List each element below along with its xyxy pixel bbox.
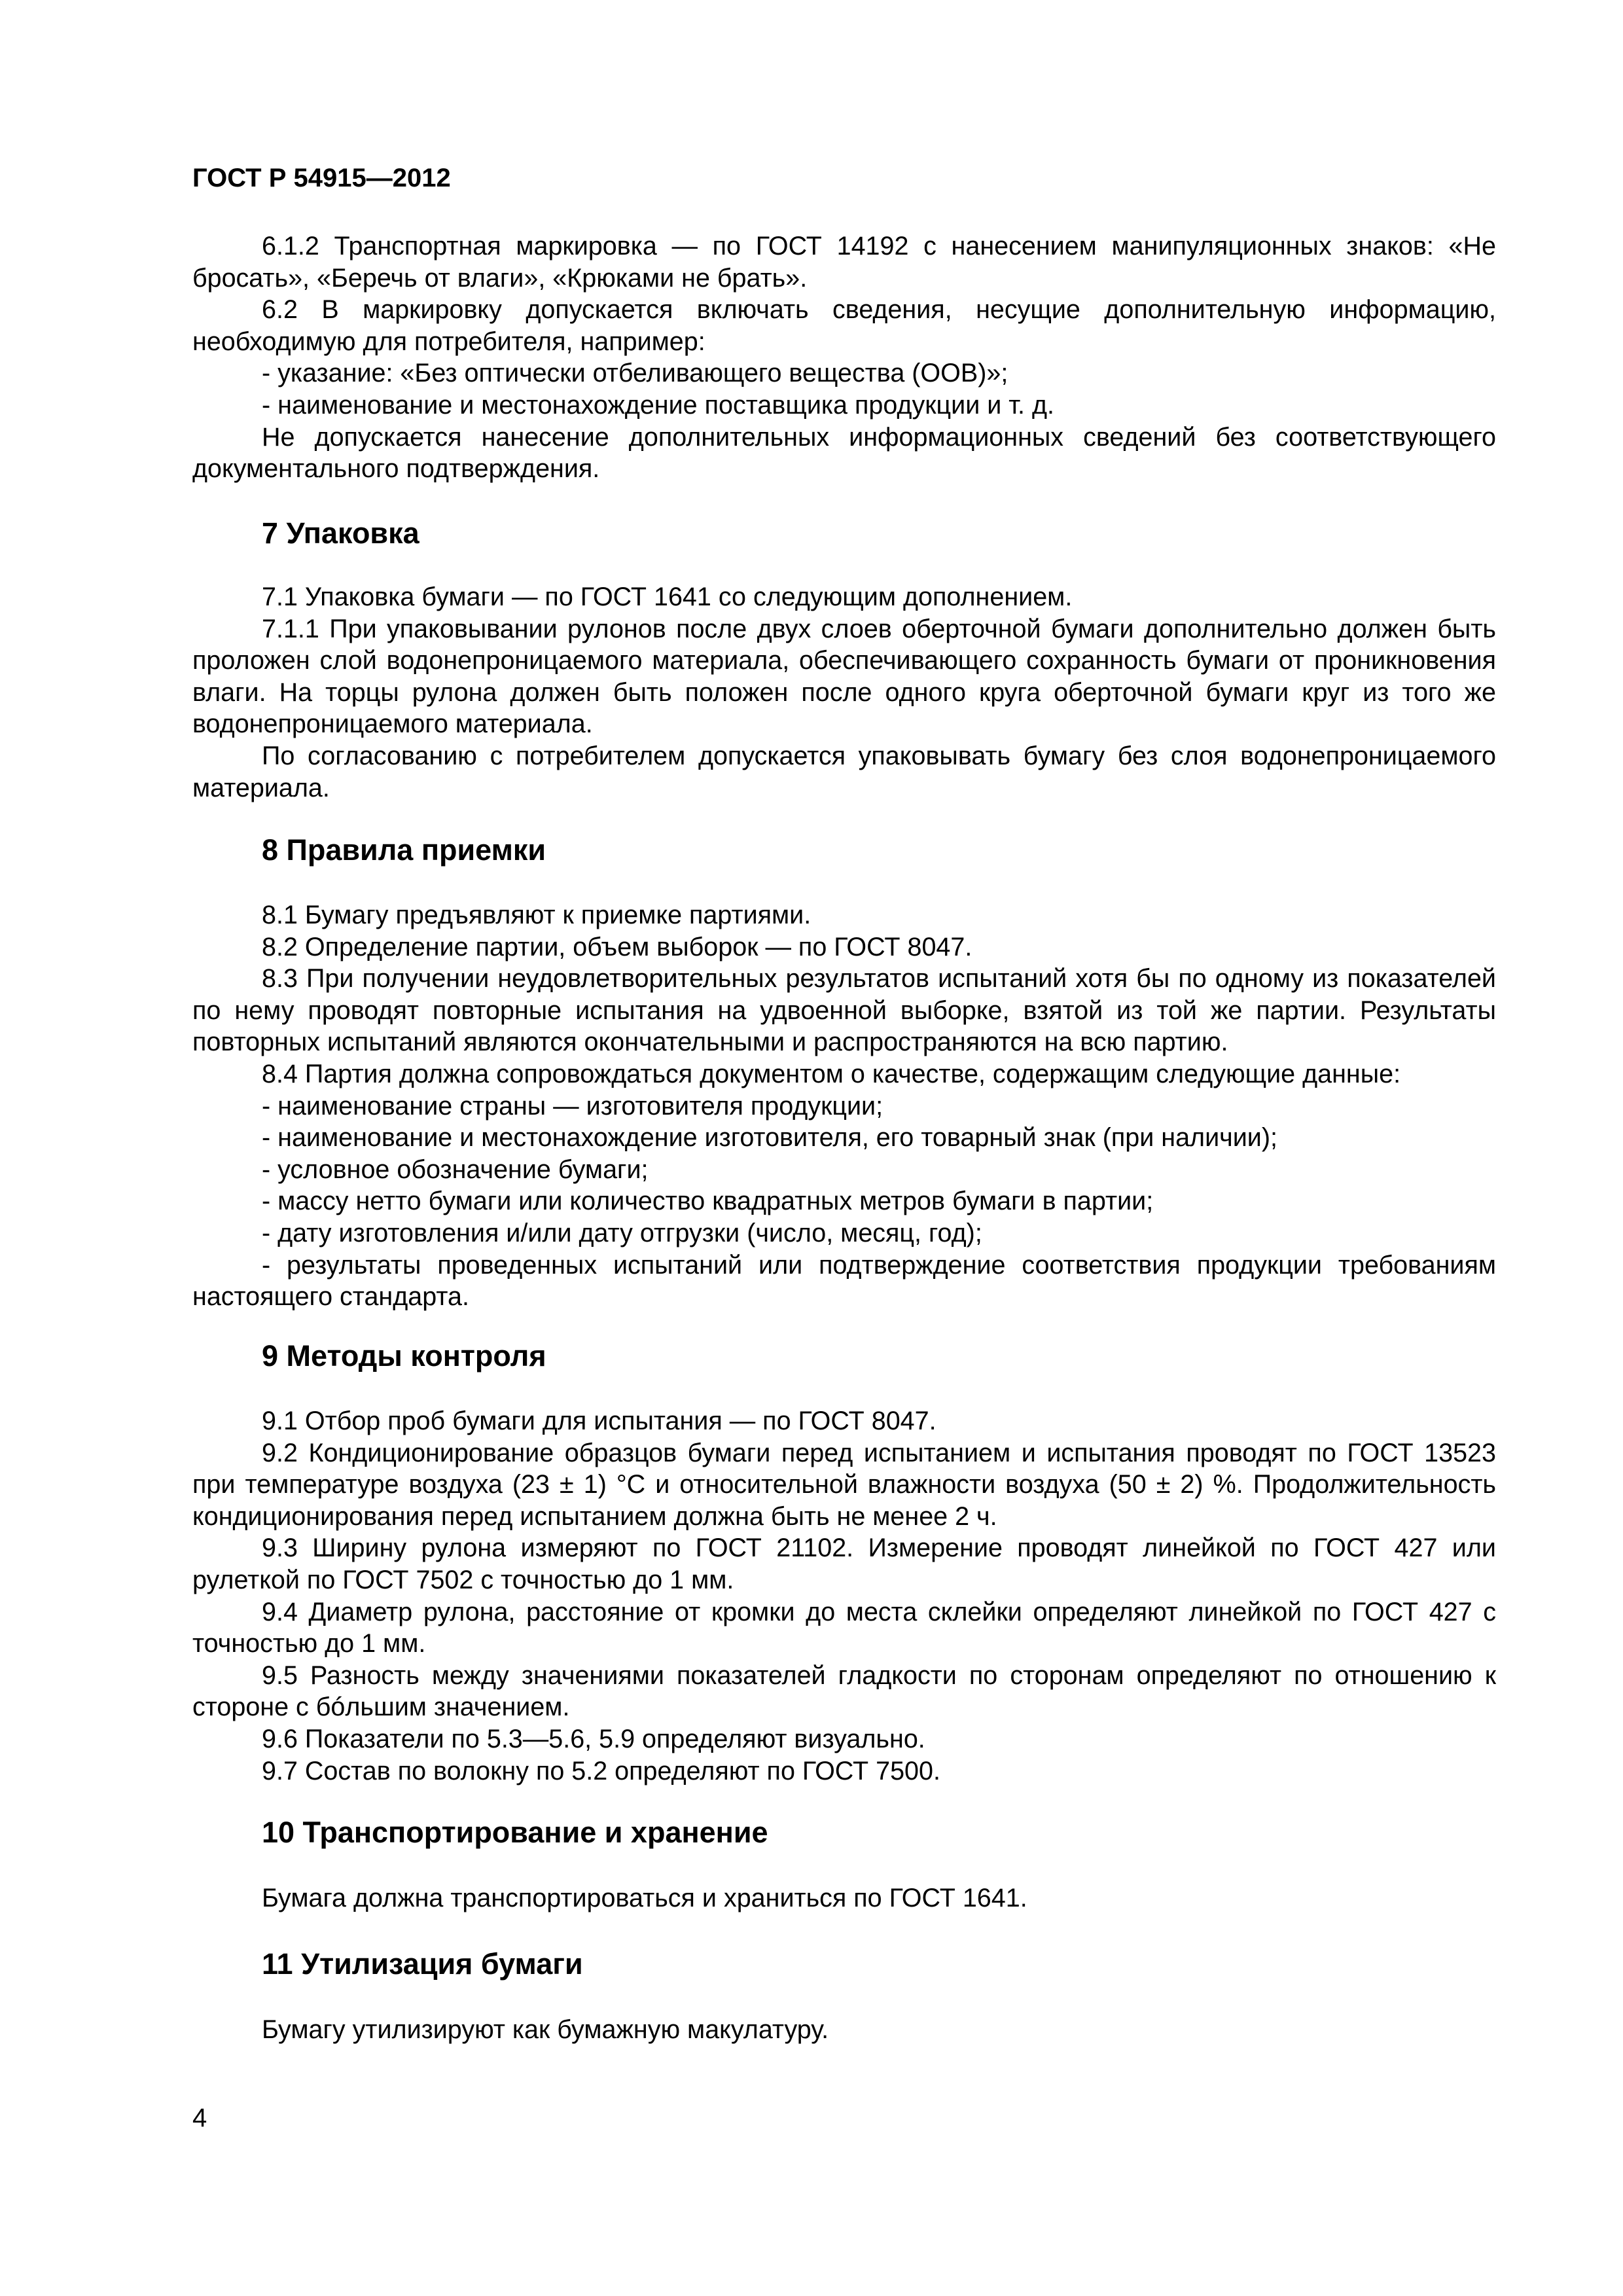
paragraph-6-2: 6.2 В маркировку допускается включать сведения, несущие дополнительную информацию, необходимую для потребителя, например: xyxy=(192,295,1496,356)
section-8-body xyxy=(192,899,1496,1313)
paragraph-9-5: 9.5 Разность между значениями показателей гладкости по сторонам определяют по отношению к стороне с бóльшим значением. xyxy=(192,1660,1496,1722)
list-item: - наименование и местонахождение поставщика продукции и т. д. xyxy=(262,390,1054,420)
section-11-body xyxy=(192,2014,1496,2046)
paragraph-9-7: 9.7 Состав по волокну по 5.2 определяют по ГОСТ 7500. xyxy=(262,1756,940,1785)
paragraph-agreement: По согласованию с потребителем допускается упаковывать бумагу без слоя водонепроницаемого материала. xyxy=(192,741,1496,802)
section-heading: 7 Упаковка xyxy=(262,516,419,550)
paragraph-6-1-2: 6.1.2 Транспортная маркировка — по ГОСТ 14192 с нанесением манипуляционных знаков: «Не бросать», «Беречь от влаги», «Крюками не брать». xyxy=(192,232,1496,293)
section-8 xyxy=(192,832,1496,869)
paragraph-9-4: 9.4 Диаметр рулона, расстояние от кромки до места склейки определяют линейкой по ГОСТ 427 с точностью до 1 мм. xyxy=(192,1597,1496,1659)
section-10-body xyxy=(192,1882,1496,1914)
paragraph-7-1: 7.1 Упаковка бумаги — по ГОСТ 1641 со следующим дополнением. xyxy=(262,583,1073,611)
section-heading: 9 Методы контроля xyxy=(262,1339,546,1372)
paragraph-11: Бумагу утилизируют как бумажную макулатуру. xyxy=(262,2015,829,2044)
paragraph-8-1: 8.1 Бумагу предъявляют к приемке партиями. xyxy=(262,901,812,929)
paragraph-note: Не допускается нанесение дополнительных информационных сведений без соответствующего документального подтверждения. xyxy=(192,422,1496,484)
section-9 xyxy=(192,1338,1496,1374)
paragraph-10: Бумага должна транспортироваться и храниться по ГОСТ 1641. xyxy=(262,1884,1027,1912)
paragraph-8-2: 8.2 Определение партии, объем выборок — по ГОСТ 8047. xyxy=(262,932,972,961)
document-code: ГОСТ Р 54915—2012 xyxy=(192,164,451,192)
section-9-body xyxy=(192,1405,1496,1787)
section-6-continuation xyxy=(192,230,1496,485)
section-heading: 8 Правила приемки xyxy=(262,833,546,867)
section-heading: 10 Транспортирование и хранение xyxy=(262,1816,768,1849)
list-item: - наименование и местонахождение изготовителя, его товарный знак (при наличии); xyxy=(262,1123,1277,1153)
paragraph-9-3: 9.3 Ширину рулона измеряют по ГОСТ 21102. Измерение проводят линейкой по ГОСТ 427 или рулеткой по ГОСТ 7502 с точностью до 1 мм. xyxy=(192,1534,1496,1594)
paragraph-9-1: 9.1 Отбор проб бумаги для испытания — по ГОСТ 8047. xyxy=(262,1407,936,1435)
list-item: - условное обозначение бумаги; xyxy=(262,1155,649,1184)
page-number: 4 xyxy=(192,2104,207,2132)
section-7 xyxy=(192,515,1496,552)
paragraph-7-1-1: 7.1.1 При упаковывании рулонов после двух слоев оберточной бумаги дополнительно должен быть проложен слой водонепроницаемого материала, обеспечивающего сохранность бумаги от проникновения влаги. На торцы рулона должен быть положен после одного круга оберточной бумаги круг из того же водонепроницаемого материала. xyxy=(192,614,1496,739)
list-item: - дату изготовления и/или дату отгрузки (число, месяц, год); xyxy=(262,1218,982,1247)
list-item: - наименование страны — изготовителя продукции; xyxy=(262,1091,883,1121)
list-item: - указание: «Без оптически отбеливающего вещества (ООВ)»; xyxy=(262,359,1008,388)
paragraph-9-2: 9.2 Кондиционирование образцов бумаги перед испытанием и испытания проводят по ГОСТ 13523 при температуре воздуха (23 ± 1) °С и относительной влажности воздуха (50 ± 2) %. Продолжительность кондиционирования перед испытанием должна быть не менее 2 ч. xyxy=(192,1438,1496,1531)
list-item: - результаты проведенных испытаний или подтверждение соответствия продукции требованиям настоящего стандарта. xyxy=(192,1250,1496,1312)
section-heading: 11 Утилизация бумаги xyxy=(262,1947,583,1981)
paragraph-8-4: 8.4 Партия должна сопровождаться документом о качестве, содержащим следующие данные: xyxy=(262,1059,1401,1088)
section-11 xyxy=(192,1946,1496,1982)
list-item: - массу нетто бумаги или количество квадратных метров бумаги в партии; xyxy=(262,1187,1154,1216)
paragraph-9-6: 9.6 Показатели по 5.3—5.6, 5.9 определяют визуально. xyxy=(262,1724,925,1753)
paragraph-8-3: 8.3 При получении неудовлетворительных результатов испытаний хотя бы по одному из показателей по нему проводят повторные испытания на удвоенной выборке, взятой из той же партии. Результаты повторных испытаний являются окончательными и распространяются на всю партию. xyxy=(192,964,1496,1057)
section-7-body xyxy=(192,581,1496,804)
section-10 xyxy=(192,1814,1496,1851)
